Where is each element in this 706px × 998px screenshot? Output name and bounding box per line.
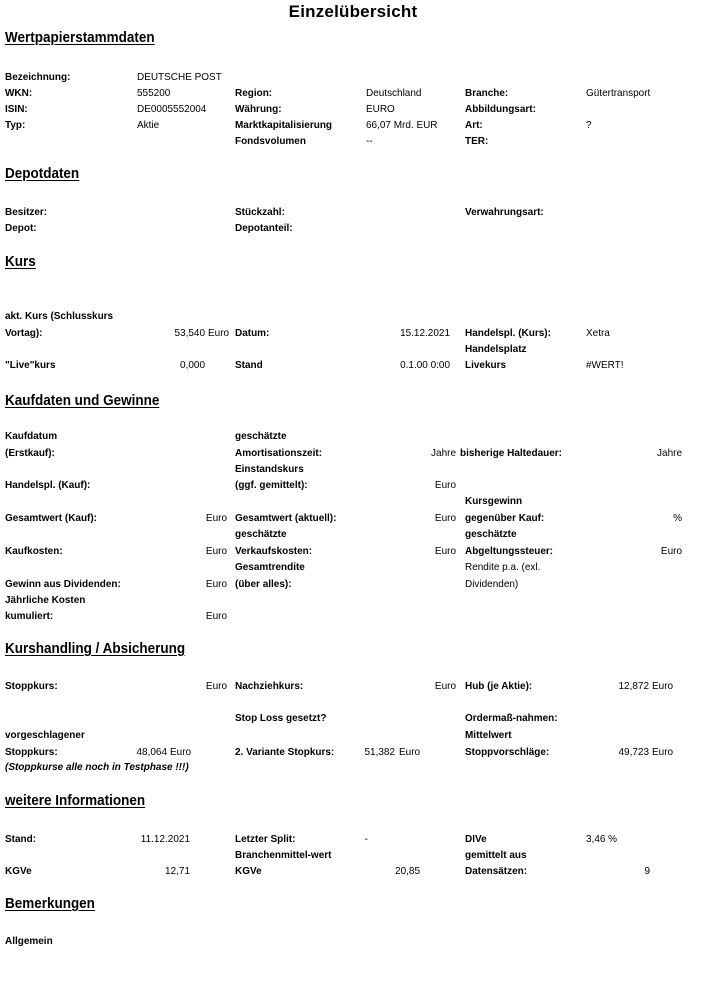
field-label-kosten-line1: Jährliche Kosten (5, 594, 86, 606)
field-label-bezeichnung: Bezeichnung: (5, 71, 71, 83)
field-label-kosten-line2: kumuliert: (5, 610, 54, 622)
section-heading-kurshandling: Kurshandling / Absicherung (5, 641, 186, 657)
field-label-branchenmittelwert: Branchenmittel-wert (235, 849, 332, 861)
field-value-isin: DE0005552004 (137, 103, 207, 115)
field-value-handelsplatz-kurs: Xetra (586, 327, 610, 339)
field-label-branche: Branche: (465, 87, 509, 99)
field-label-stand-kurs: Stand (235, 359, 263, 371)
field-label-handelsplatz-kauf: Handelspl. (Kauf): (5, 479, 91, 491)
field-label-dive: DIVe (465, 833, 487, 845)
section-heading-kurs: Kurs (5, 254, 36, 270)
field-value-akt-kurs: 53,540 (174, 327, 205, 339)
field-value-datum: 15.12.2021 (400, 327, 450, 339)
field-value-waehrung: EURO (366, 103, 395, 115)
field-unit-vorgeschlagener-stoppkurs: Euro (170, 746, 192, 758)
field-value-bezeichnung: DEUTSCHE POST (137, 71, 222, 83)
field-label-gesamtrendite-line2: (über alles): (235, 578, 292, 590)
section-heading-depotdaten: Depotdaten (5, 166, 80, 182)
field-label-stoppkurs: Stoppkurs: (5, 680, 58, 692)
field-label-kursgewinn-line2: gegenüber Kauf: (465, 512, 545, 524)
field-unit-einstandskurs: Euro (434, 479, 456, 491)
field-unit-kosten: Euro (205, 610, 227, 622)
field-label-rendite-line1: Rendite p.a. (exl. (465, 561, 541, 573)
field-unit-nachziehkurs: Euro (434, 680, 456, 692)
field-value-marktkapitalisierung: 66,07 Mrd. EUR (366, 119, 438, 131)
field-label-verkaufskosten-line2: Verkaufskosten: (235, 545, 313, 557)
field-label-haltedauer: bisherige Haltedauer: (460, 447, 563, 459)
field-value-hub: 12,872 (618, 680, 649, 692)
field-label-livekurs-left: "Live"kurs (5, 359, 56, 371)
field-label-nachziehkurs: Nachziehkurs: (235, 680, 304, 692)
field-unit-kaufkosten: Euro (205, 545, 227, 557)
field-label-amortisationszeit-line1: geschätzte (235, 430, 287, 442)
field-label-stop-loss-gesetzt: Stop Loss gesetzt? (235, 712, 327, 724)
field-value-kgve-branchenmittel: 20,85 (395, 865, 420, 877)
field-unit-amortisationszeit: Jahre (431, 447, 456, 459)
field-value-stoppvorschlaege: 49,723 (618, 746, 649, 758)
field-label-region: Region: (235, 87, 273, 99)
field-value-fondsvolumen: -- (366, 135, 373, 147)
field-value-livekurs-left: 0,000 (180, 359, 205, 371)
field-unit-gesamtwert-kauf: Euro (205, 512, 227, 524)
field-label-mittelwert: Mittelwert (465, 729, 512, 741)
field-unit-abgeltungssteuer: Euro (660, 545, 682, 557)
field-value-datensaetzen: 9 (644, 865, 650, 877)
field-label-marktkapitalisierung: Marktkapitalisierung (235, 119, 333, 131)
field-unit-variante2-stopkurs: Euro (399, 746, 421, 758)
field-unit-hub: Euro (652, 680, 674, 692)
section-heading-bemerkungen: Bemerkungen (5, 896, 95, 912)
field-label-stoppvorschlaege: Stoppvorschläge: (465, 746, 550, 758)
field-label-variante2-stopkurs: 2. Variante Stopkurs: (235, 746, 335, 758)
field-label-ordermassnahmen: Ordermaß-nahmen: (465, 712, 558, 724)
field-unit-haltedauer: Jahre (657, 447, 682, 459)
field-value-vorgeschlagener-stoppkurs: 48,064 (136, 746, 167, 758)
field-value-stand-kurs: 0.1.00 0:00 (400, 359, 450, 371)
field-label-handelsplatz: Handelsplatz (465, 343, 527, 355)
field-label-gesamtwert-kauf: Gesamtwert (Kauf): (5, 512, 98, 524)
field-label-kaufkosten: Kaufkosten: (5, 545, 63, 557)
field-label-akt-kurs-line2: Vortag): (5, 327, 43, 339)
field-label-datensaetzen: Datensätzen: (465, 865, 528, 877)
field-label-vorgeschlagener-line1: vorgeschlagener (5, 729, 85, 741)
field-value-dive: 3,46 % (586, 833, 618, 845)
field-label-verkaufskosten-line1: geschätzte (235, 528, 287, 540)
field-label-hub: Hub (je Aktie): (465, 680, 533, 692)
field-label-kursgewinn-line1: Kursgewinn (465, 495, 523, 507)
field-unit-akt-kurs: Euro (208, 327, 230, 339)
field-unit-dividenden: Euro (205, 578, 227, 590)
field-label-letzter-split: Letzter Split: (235, 833, 296, 845)
field-value-region: Deutschland (366, 87, 422, 99)
field-label-kaufdatum-line1: Kaufdatum (5, 430, 58, 442)
field-label-handelsplatz-kurs: Handelspl. (Kurs): (465, 327, 551, 339)
field-value-art: ? (586, 119, 592, 131)
field-label-kaufdatum-line2: (Erstkauf): (5, 447, 55, 459)
field-label-typ: Typ: (5, 119, 26, 131)
field-unit-kursgewinn: % (673, 512, 682, 524)
field-unit-stoppvorschlaege: Euro (652, 746, 674, 758)
field-label-abbildungsart: Abbildungsart: (465, 103, 536, 115)
field-label-stand-weitere: Stand: (5, 833, 37, 845)
field-value-stand-weitere: 11.12.2021 (140, 833, 190, 845)
field-value-wkn: 555200 (137, 87, 171, 99)
section-heading-kaufdaten: Kaufdaten und Gewinne (5, 393, 160, 409)
field-label-akt-kurs-line1: akt. Kurs (Schlusskurs (5, 310, 114, 322)
field-label-isin: ISIN: (5, 103, 28, 115)
field-label-gesamtrendite-line1: Gesamtrendite (235, 561, 305, 573)
field-label-einstandskurs-line1: Einstandskurs (235, 463, 304, 475)
field-label-besitzer: Besitzer: (5, 206, 48, 218)
field-value-kgve-left: 12,71 (165, 865, 190, 877)
field-value-branche: Gütertransport (586, 87, 651, 99)
field-label-waehrung: Währung: (235, 103, 282, 115)
field-label-art: Art: (465, 119, 483, 131)
field-value-letzter-split: - (364, 833, 368, 845)
field-label-fondsvolumen: Fondsvolumen (235, 135, 306, 147)
field-label-amortisationszeit-line2: Amortisationszeit: (235, 447, 323, 459)
testphase-note: (Stoppkurse alle noch in Testphase !!!) (5, 761, 189, 773)
field-value-typ: Aktie (137, 119, 160, 131)
field-unit-verkaufskosten: Euro (434, 545, 456, 557)
field-label-kgve-left: KGVe (5, 865, 32, 877)
field-label-datum: Datum: (235, 327, 270, 339)
page-title: Einzelübersicht (288, 2, 418, 21)
field-value-livekurs: #WERT! (586, 359, 624, 371)
field-label-rendite-line2: Dividenden) (465, 578, 519, 590)
field-label-dividenden: Gewinn aus Dividenden: (5, 578, 121, 590)
field-label-abgeltungssteuer-line1: geschätzte (465, 528, 517, 540)
field-unit-stoppkurs: Euro (205, 680, 227, 692)
field-label-depotanteil: Depotanteil: (235, 222, 293, 234)
field-label-ter: TER: (465, 135, 489, 147)
field-label-einstandskurs-line2: (ggf. gemittelt): (235, 479, 308, 491)
field-label-abgeltungssteuer-line2: Abgeltungssteuer: (465, 545, 554, 557)
field-label-verwahrungsart: Verwahrungsart: (465, 206, 544, 218)
field-label-livekurs: Livekurs (465, 359, 507, 371)
field-label-allgemein: Allgemein (5, 935, 53, 947)
field-label-stueckzahl: Stückzahl: (235, 206, 285, 218)
field-label-gemittelt-aus: gemittelt aus (465, 849, 527, 861)
field-label-gesamtwert-aktuell: Gesamtwert (aktuell): (235, 512, 337, 524)
section-heading-stammdaten: Wertpapierstammdaten (5, 30, 155, 46)
field-value-variante2-stopkurs: 51,382 (364, 746, 395, 758)
field-unit-gesamtwert-aktuell: Euro (434, 512, 456, 524)
section-heading-weitere-informationen: weitere Informationen (5, 793, 146, 809)
field-label-kgve-branchenmittel: KGVe (235, 865, 262, 877)
field-label-vorgeschlagener-line2: Stoppkurs: (5, 746, 58, 758)
field-label-depot: Depot: (5, 222, 37, 234)
field-label-wkn: WKN: (5, 87, 33, 99)
